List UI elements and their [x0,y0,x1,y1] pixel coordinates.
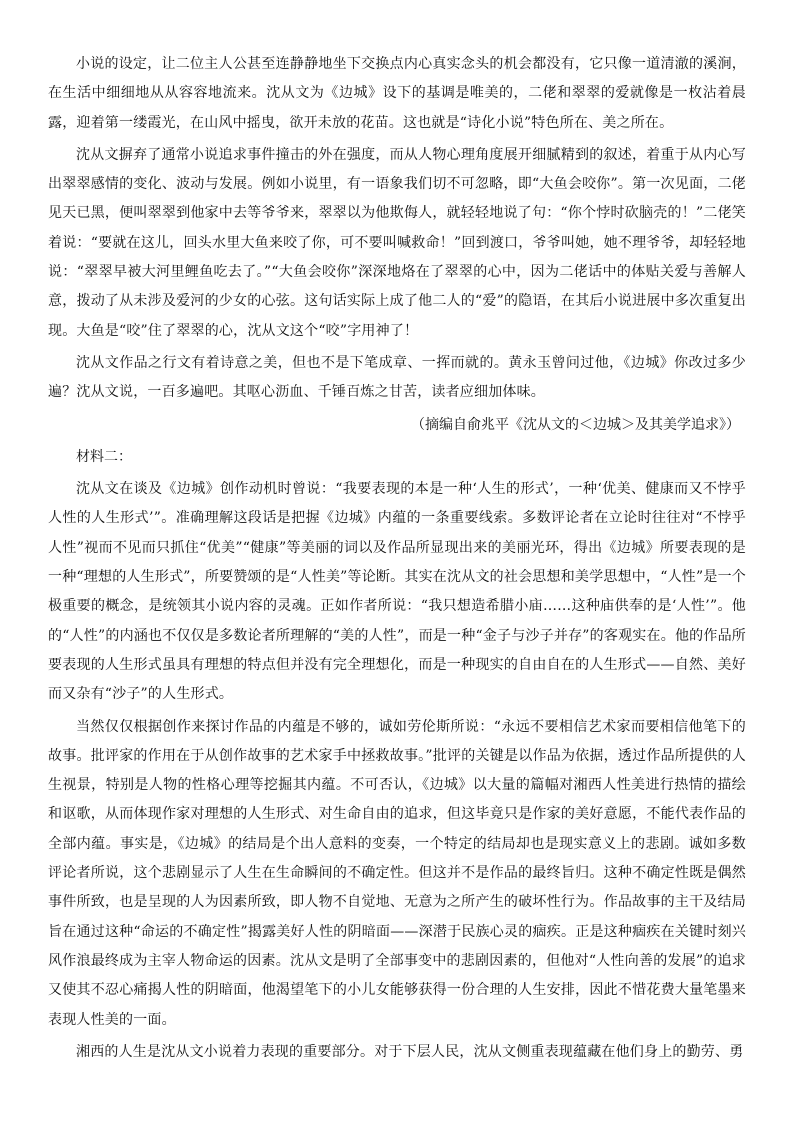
body-paragraph-5: 当然仅仅根据创作来探讨作品的内蕴是不够的，诚如劳伦斯所说：“永远不要相信艺术家而要相信他笔下的故事。批评家的作用在于从创作故事的艺术家手中拯救故事。”批评的关键是以作品为依据，透过作品所提供的人生视景，特别是人物的性格心理等挖掘其内蕴。不可否认，《边城》以大量的篇幅对湘西人性美进行热情的描绘和讴歌，从而体现作家对理想的人生形式、对生命自由的追求，但这毕竟只是作家的美好意愿，不能代表作品的全部内蕴。事实是，《边城》的结局是个出人意料的变奏，一个特定的结局却也是现实意义上的悲剧。诚如多数评论者所说，这个悲剧显示了人生在生命瞬间的不确定性。但这并不是作品的最终旨归。这种不确定性既是偶然事件所致，也是呈现的人为因素所致，即人物不自觉地、无意为之所产生的破坏性行为。作品故事的主干及结局旨在通过这种“命运的不确定性”揭露美好人性的阴暗面——深潜于民族心灵的痼疾。正是这种痼疾在关键时刻兴风作浪最终成为主宰人物命运的因素。沈从文是明了全部事变中的悲剧因素的，但他对“人性向善的发展”的追求又使其不忍心痛揭人性的阴暗面，他渴望笔下的小儿女能够获得一份合理的人生安排，因此不惜花费大量笔墨来表现人性美的一面。 [48,718,746,1028]
body-paragraph-4: 沈从文在谈及《边城》创作动机时曾说：“我要表现的本是一种‘人生的形式’，一种‘优美、健康而又不悖乎人性的人生形式’”。准确理解这段话是把握《边城》内蕴的一条重要线索。多数评论者在立论时往往对“不悖乎人性”视而不见而只抓住“优美”“健康”等美丽的词以及作品所显现出来的美丽光环，得出《边城》所要表现的是一种“理想的人生形式”，所要赞颂的是“人性美”等论断。其实在沈从文的社会思想和美学思想中，“人性”是一个极重要的概念，是统领其小说内容的灵魂。正如作者所说：“我只想造希腊小庙……这种庙供奉的是‘人性’”。他的“人性”的内涵也不仅仅是多数论者所理解的“美的人性”，而是一种“金子与沙子并存”的客观实在。他的作品所要表现的人生形式虽具有理想的特点但并没有完全理想化，而是一种现实的自由自在的人生形式——自然、美好而又杂有“沙子”的人生形式。 [48,481,746,703]
body-paragraph-6: 湘西的人生是沈从文小说着力表现的重要部分。对于下层人民，沈从文侧重表现蕴藏在他们身上的勤劳、勇 [76,1043,744,1060]
section-heading-material-2: 材料二： [76,448,132,465]
body-paragraph-3: 沈从文作品之行文有着诗意之美，但也不是下笔成章、一挥而就的。黄永玉曾问过他，《边城》你改过多少遍？沈从文说，一百多遍吧。其呕心沥血、千锤百炼之甘苦，读者应细加体味。 [48,354,746,401]
citation-source: （摘编自俞兆平《沈从文的＜边城＞及其美学追求》） [411,416,740,433]
body-paragraph-2: 沈从文摒弃了通常小说追求事件撞击的外在强度，而从人物心理角度展开细腻精到的叙述，着重于从内心写出翠翠感情的变化、波动与发展。例如小说里，有一语象我们切不可忽略，即“大鱼会咬你”。第一次见面，二佬见天已黑，便叫翠翠到他家中去等爷爷来，翠翠以为他欺侮人，就轻轻地说了句：“你个悖时砍脑壳的！”二佬笑着说：“要就在这儿，回头水里大鱼来咬了你，可不要叫喊救命！”回到渡口，爷爷叫她，她不理爷爷，却轻轻地说：“翠翠早被大河里鲤鱼吃去了。”“大鱼会咬你”深深地烙在了翠翠的心中，因为二佬话中的体贴关爱与善解人意，拨动了从未涉及爱河的少女的心弦。这句话实际上成了他二人的“爱”的隐语，在其后小说进展中多次重复出现。大鱼是“咬”住了翠翠的心，沈从文这个“咬”字用神了！ [48,146,746,339]
body-paragraph-1: 小说的设定，让二位主人公甚至连静静地坐下交换点内心真实念头的机会都没有，它只像一道清澈的溪涧，在生活中细细地从从容容地流来。沈从文为《边城》设下的基调是唯美的，二佬和翠翠的爱就像是一枚沾着晨露，迎着第一缕霞光，在山风中摇曳，欲开未放的花苗。这也就是“诗化小说”特色所在、美之所在。 [48,56,746,131]
